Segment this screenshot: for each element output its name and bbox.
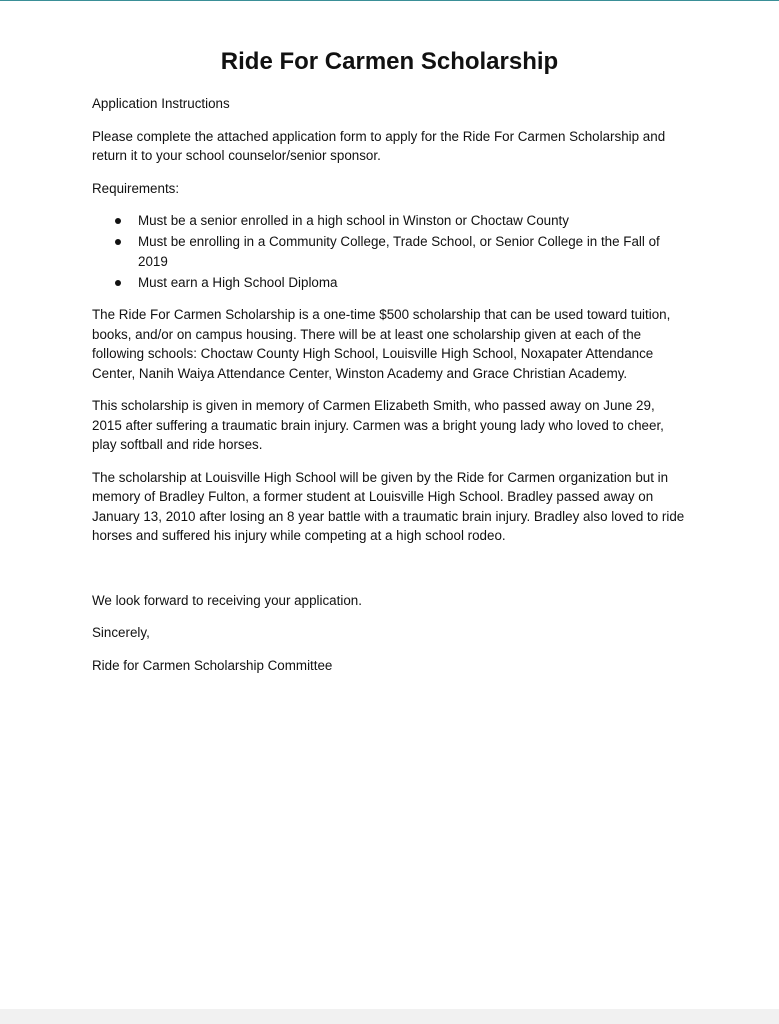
document-body <box>92 94 686 688</box>
spacer <box>92 559 686 591</box>
intro-paragraph: Please complete the attached application form to apply for the Ride For Carmen Scholarship and return it to your school counselor/senior sponsor. <box>92 128 666 163</box>
viewer-bottom-edge <box>0 1009 779 1024</box>
requirement-text: Must be a senior enrolled in a high school in Winston or Choctaw County <box>138 213 569 228</box>
document-title: Ride For Carmen Scholarship <box>220 48 559 75</box>
carmen-memorial-paragraph: This scholarship is given in memory of Carmen Elizabeth Smith, who passed away on June 29, 2015 after suffering a traumatic brain injury. Carmen was a bright young lady who loved to cheer, play softball and ride horses. <box>92 398 664 452</box>
requirement-text: Must be enrolling in a Community College, Trade School, or Senior College in the Fall of 2019 <box>138 233 660 269</box>
bradley-memorial-paragraph: The scholarship at Louisville High School will be given by the Ride for Carmen organization but in memory of Bradley Fulton, a former student at Louisville High School. Bradley passed away on January 13, 2010 after losing an 8 year battle with a traumatic brain injury. Bradley also loved to ride horses and suffered his injury while competing at a high school rodeo. <box>92 469 685 543</box>
signature: Ride for Carmen Scholarship Committee <box>92 657 333 673</box>
requirement-text: Must earn a High School Diploma <box>138 274 338 290</box>
bullet-icon <box>115 239 121 245</box>
bullet-icon <box>115 218 121 224</box>
top-accent-rule <box>0 0 779 1</box>
bullet-icon <box>115 280 121 286</box>
requirements-list <box>92 211 686 293</box>
signoff: Sincerely, <box>92 625 150 640</box>
scholarship-description-paragraph: The Ride For Carmen Scholarship is a one-time $500 scholarship that can be used toward tuition, books, and/or on campus housing. There will be at least one scholarship given at each of the following schools: Choctaw County High School, Louisville High School, Noxapater Attendance Center, Nanih Waiya Attendance Center, Winston Academy and Grace Christian Academy. <box>92 307 671 381</box>
list-item <box>138 273 686 294</box>
list-item <box>138 232 686 273</box>
section-heading: Application Instructions <box>92 96 230 111</box>
list-item <box>138 211 686 232</box>
closing-line: We look forward to receiving your application. <box>92 592 362 608</box>
requirements-label: Requirements: <box>92 180 180 196</box>
